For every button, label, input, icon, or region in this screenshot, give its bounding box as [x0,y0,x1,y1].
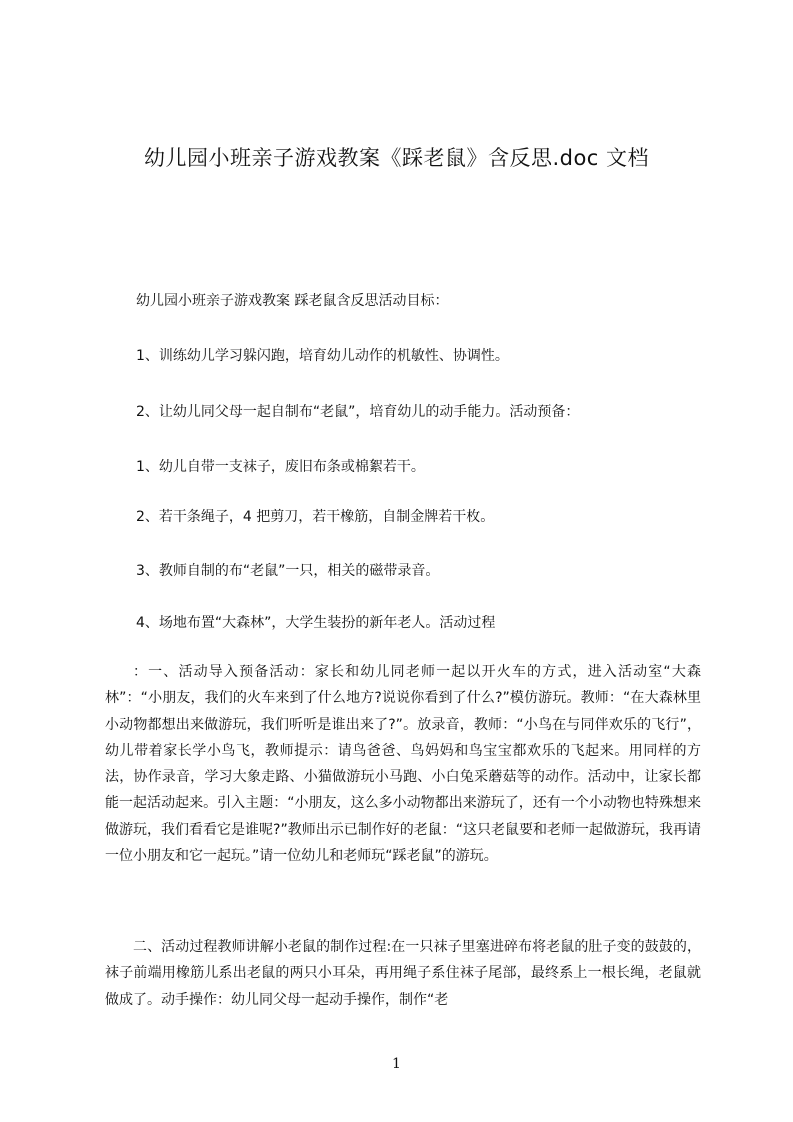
prep-item-3: 3、教师自制的布“老鼠”一只，相关的磁带录音。 [136,563,440,579]
prep-item-4: 4、场地布置“大森林”，大学生装扮的新年老人。活动过程 [136,615,496,631]
activity-process-paragraph: 二、活动过程教师讲解小老鼠的制作过程:在一只袜子里塞进碎布将老鼠的肚子变的鼓鼓的，袜子前端用橡筋儿系出老鼠的两只小耳朵，再用绳子系住袜子尾部，最终系上一根长绳，老鼠就做成了。动手操作：幼儿同父母一起动手操作，制作“老 [105,939,701,1008]
objective-heading: 幼儿园小班亲子游戏教案 踩老鼠含反思活动目标： [136,293,449,309]
activity-intro-paragraph: ：一、活动导入预备活动：家长和幼儿同老师一起以开火车的方式，进入活动室“大森林”：“小朋友，我们的火车来到了什么地方?说说你看到了什么?”模仿游玩。教师：“在大森林里小动物都想出来做游玩，我们听听是谁出来了?”。放录音，教师：“小鸟在与同伴欢乐的飞行”，幼儿带着家长学小鸟飞，教师提示：请鸟爸爸、鸟妈妈和鸟宝宝都欢乐的飞起来。用同样的方法，协作录音，学习大象走路、小猫做游玩小马跑、小白兔采蘑菇等的动作。活动中，让家长都能一起活动起来。引入主题：“小朋友，这么多小动物都出来游玩了，还有一个小动物也特殊想来做游玩，我们看看它是谁呢?”教师出示已制作好的老鼠：“这只老鼠要和老师一起做游玩，我再请一位小朋友和它一起玩。”请一位幼儿和老师玩“踩老鼠”的游玩。 [105,664,701,865]
prep-item-2: 2、若干条绳子，4 把剪刀，若干橡筋，自制金牌若干枚。 [136,509,495,525]
prep-item-1: 1、幼儿自带一支袜子，废旧布条或棉絮若干。 [136,459,425,475]
document-title: 幼儿园小班亲子游戏教案《踩老鼠》含反思.doc 文档 [143,146,650,170]
objective-item-2: 2、让幼儿同父母一起自制布“老鼠”，培育幼儿的动手能力。活动预备： [136,404,580,420]
objective-item-1: 1、训练幼儿学习躲闪跑，培育幼儿动作的机敏性、协调性。 [136,348,509,364]
page-number: 1 [392,1056,401,1072]
